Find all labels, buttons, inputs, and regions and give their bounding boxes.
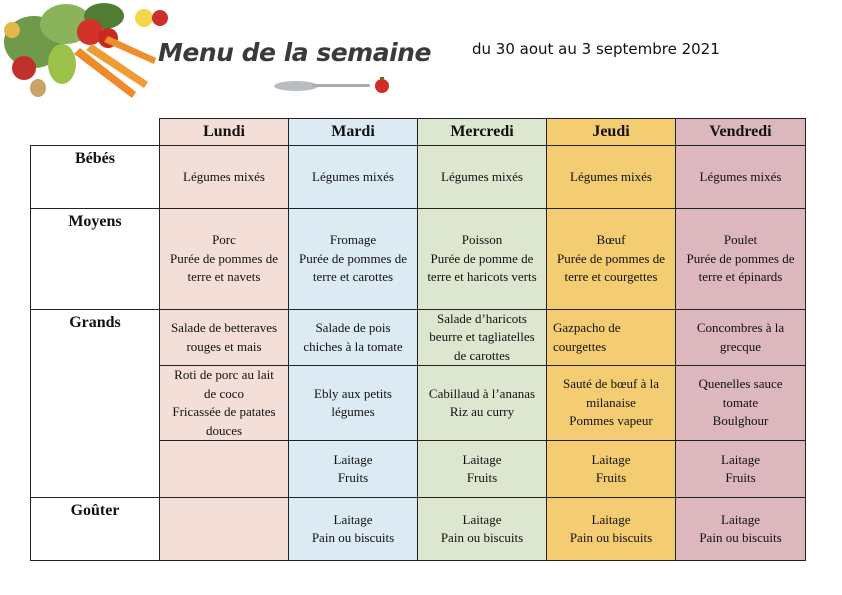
page-title: Menu de la semaine bbox=[158, 38, 431, 67]
menu-cell: Sauté de bœuf à la milanaise Pommes vapeur bbox=[546, 365, 676, 441]
menu-cell: Laitage Fruits bbox=[546, 440, 676, 498]
menu-cell: Légumes mixés bbox=[546, 145, 676, 209]
row-label-gouter: Goûter bbox=[30, 497, 160, 561]
menu-cell: Légumes mixés bbox=[159, 145, 289, 209]
menu-cell: Légumes mixés bbox=[288, 145, 418, 209]
menu-cell: Laitage Fruits bbox=[675, 440, 806, 498]
menu-cell: Laitage Pain ou biscuits bbox=[288, 497, 418, 561]
menu-cell: Salade d’haricots beurre et tagliatelles de carottes bbox=[417, 309, 547, 366]
day-header-vendredi: Vendredi bbox=[675, 118, 806, 146]
menu-cell: Cabillaud à l’ananas Riz au curry bbox=[417, 365, 547, 441]
menu-cell: Laitage Pain ou biscuits bbox=[675, 497, 806, 561]
row-label-grands: Grands bbox=[30, 309, 160, 498]
vegetables-illustration bbox=[4, 2, 180, 100]
menu-cell: Légumes mixés bbox=[417, 145, 547, 209]
menu-cell: Salade de pois chiches à la tomate bbox=[288, 309, 418, 366]
menu-cell bbox=[159, 440, 289, 498]
row-label-bebes: Bébés bbox=[30, 145, 160, 209]
date-range: du 30 aout au 3 septembre 2021 bbox=[472, 40, 720, 58]
menu-cell: Laitage Pain ou biscuits bbox=[417, 497, 547, 561]
row-label-moyens: Moyens bbox=[30, 208, 160, 310]
spoon-icon bbox=[272, 76, 392, 96]
day-header-jeudi: Jeudi bbox=[546, 118, 676, 146]
menu-cell: Porc Purée de pommes de terre et navets bbox=[159, 208, 289, 310]
day-header-mercredi: Mercredi bbox=[417, 118, 547, 146]
day-header-mardi: Mardi bbox=[288, 118, 418, 146]
menu-cell: Légumes mixés bbox=[675, 145, 806, 209]
menu-cell: Laitage Fruits bbox=[288, 440, 418, 498]
menu-cell: Concombres à la grecque bbox=[675, 309, 806, 366]
menu-cell: Poulet Purée de pommes de terre et épinards bbox=[675, 208, 806, 310]
menu-cell: Gazpacho de courgettes bbox=[546, 309, 676, 366]
menu-cell: Roti de porc au lait de coco Fricassée de patates douces bbox=[159, 365, 289, 441]
menu-cell: Bœuf Purée de pommes de terre et courgettes bbox=[546, 208, 676, 310]
day-header-lundi: Lundi bbox=[159, 118, 289, 146]
menu-cell: Fromage Purée de pommes de terre et carottes bbox=[288, 208, 418, 310]
menu-cell: Salade de betteraves rouges et mais bbox=[159, 309, 289, 366]
menu-cell: Laitage Pain ou biscuits bbox=[546, 497, 676, 561]
menu-cell: Laitage Fruits bbox=[417, 440, 547, 498]
menu-cell: Quenelles sauce tomate Boulghour bbox=[675, 365, 806, 441]
menu-cell: Poisson Purée de pomme de terre et haricots verts bbox=[417, 208, 547, 310]
menu-cell: Ebly aux petits légumes bbox=[288, 365, 418, 441]
menu-cell bbox=[159, 497, 289, 561]
